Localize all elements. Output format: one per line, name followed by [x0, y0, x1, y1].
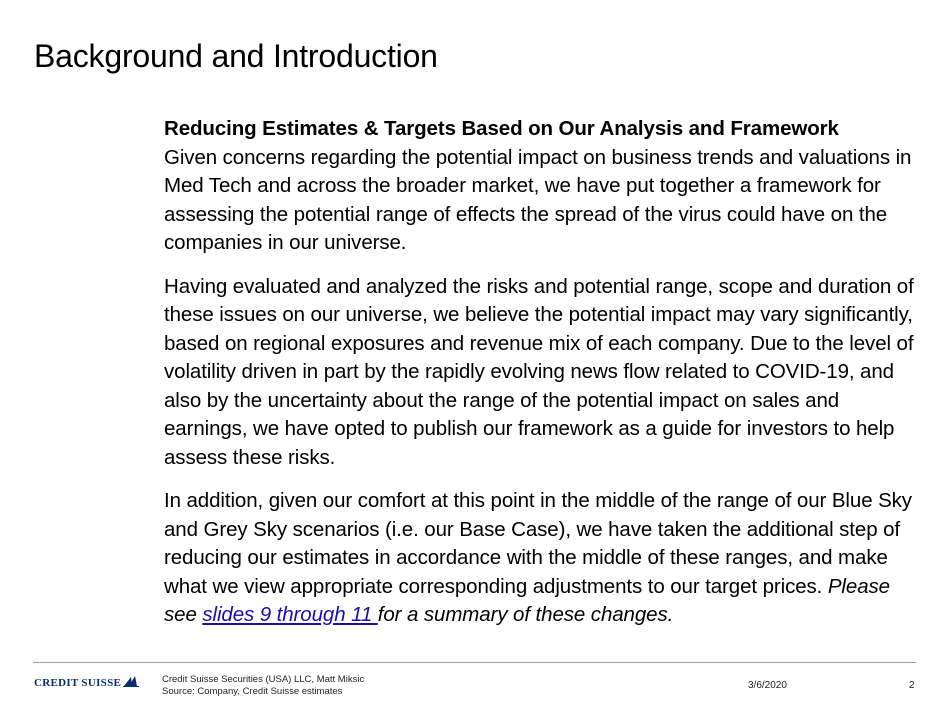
paragraph-3-italic-tail: for a summary of these changes.: [377, 603, 674, 626]
footer-source-line: Source: Company, Credit Suisse estimates: [162, 686, 343, 697]
footer-date: 3/6/2020: [748, 680, 787, 691]
main-content: [164, 115, 914, 645]
paragraph-3: [164, 487, 914, 630]
footer-author: Credit Suisse Securities (USA) LLC, Matt Miksic: [162, 674, 365, 685]
paragraph-1: [164, 115, 914, 258]
sails-icon: [123, 675, 139, 687]
logo-text: CREDIT SUISSE: [34, 677, 122, 689]
footer-source: [162, 674, 364, 698]
paragraph-3-text: In addition, given our comfort at this point in the middle of the range of our Blue Sky and Grey Sky scenarios (i.e. our Base Case), we have taken the additional step of reducing our estimates in accordance with the middle of these ranges, and make what we view appropriate corresponding adjustments to our target prices.: [164, 489, 912, 598]
section-heading: Reducing Estimates & Targets Based on Our Analysis and Framework: [164, 117, 839, 140]
paragraph-2: Having evaluated and analyzed the risks and potential range, scope and duration of these issues on our universe, we believe the potential impact may vary significantly, based on regional exposures and revenue mix of each company. Due to the level of volatility driven in part by the rapidly evolving news flow related to COVID-19, and also by the uncertainty about the range of the potential impact on sales and earnings, we have opted to publish our framework as a guide for investors to help assess these risks.: [164, 274, 914, 469]
page-number: 2: [909, 680, 915, 691]
slides-link[interactable]: slides 9 through 11: [202, 603, 378, 626]
paragraph-3-italic-lead: Please see: [164, 574, 890, 626]
footer-divider: [33, 662, 916, 663]
credit-suisse-logo: [34, 675, 139, 689]
page-title: Background and Introduction: [34, 38, 438, 74]
paragraph-1-text: Given concerns regarding the potential impact on business trends and valuations in Med Tech and across the broader market, we have put together a framework for assessing the potential range of effects the spread of the virus could have on the companies in our universe.: [164, 145, 912, 254]
